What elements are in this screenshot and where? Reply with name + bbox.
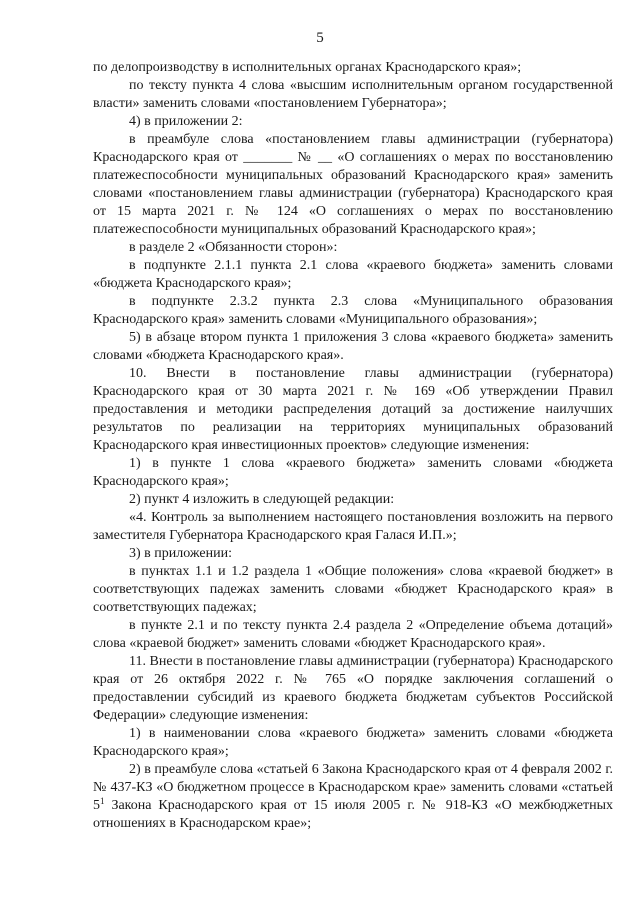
paragraph: 5) в абзаце втором пункта 1 приложения 3 слова «краевого бюджета» заменить словами «бюджета Краснодарского края». xyxy=(93,330,613,363)
paragraph-text: Закона Краснодарского края от 15 июля 2005 г. № 918-КЗ «О межбюджетных отношениях в Краснодарском крае»; xyxy=(93,798,613,831)
paragraph: 4) в приложении 2: xyxy=(129,114,243,129)
page-number: 5 xyxy=(316,30,324,46)
paragraph: 1) в пункте 1 слова «краевого бюджета» заменить словами «бюджета Краснодарского края»; xyxy=(93,456,613,489)
paragraph: по тексту пункта 4 слова «высшим исполнительным органом государственной власти» заменить словами «постановлением Губернатора»; xyxy=(93,78,613,111)
paragraph: 11. Внести в постановление главы администрации (губернатора) Краснодарского края от 26 октября 2022 г. № 765 «О порядке заключения соглашений о предоставлении субсидий из краевого бюджета бюджетам субъектов Российской Федерации» следующие изменения: xyxy=(93,654,613,723)
paragraph: 10. Внести в постановление главы администрации (губернатора) Краснодарского края от 30 марта 2021 г. № 169 «Об утверждении Правил предоставления и методики распределения дотаций за достижение наилучших результатов по реализации на территориях муниципальных образований Краснодарского края инвестиционных проектов» следующие изменения: xyxy=(93,366,613,453)
document-body xyxy=(93,59,613,833)
superscript: 1 xyxy=(100,796,105,806)
paragraph: в разделе 2 «Обязанности сторон»: xyxy=(129,240,338,255)
paragraph xyxy=(93,761,613,833)
paragraph: по делопроизводству в исполнительных органах Краснодарского края»; xyxy=(93,60,522,75)
paragraph: в пункте 2.1 и по тексту пункта 2.4 раздела 2 «Определение объема дотаций» слова «краевой бюджет» заменить словами «бюджет Краснодарского края». xyxy=(93,618,613,651)
paragraph-text: 2) в преамбуле слова «статьей 6 Закона Краснодарского края от 4 февраля 2002 г. № 437-КЗ «О бюджетном процессе в Краснодарском крае» заменить словами «статьей 5 xyxy=(93,762,613,813)
paragraph: в подпункте 2.1.1 пункта 2.1 слова «краевого бюджета» заменить словами «бюджета Краснодарского края»; xyxy=(93,258,613,291)
paragraph: 3) в приложении: xyxy=(129,546,232,561)
paragraph: 1) в наименовании слова «краевого бюджета» заменить словами «бюджета Краснодарского края»; xyxy=(93,726,613,759)
paragraph: 2) пункт 4 изложить в следующей редакции: xyxy=(129,492,395,507)
paragraph: в пунктах 1.1 и 1.2 раздела 1 «Общие положения» слова «краевой бюджет» в соответствующих падежах заменить словами «бюджет Краснодарского края» в соответствующих падежах; xyxy=(93,564,613,615)
paragraph: в подпункте 2.3.2 пункта 2.3 слова «Муниципального образования Краснодарского края» заменить словами «Муниципального образования»; xyxy=(93,294,613,327)
paragraph: в преамбуле слова «постановлением главы администрации (губернатора) Краснодарского края от _______ № __ «О соглашениях о мерах по восстановлению платежеспособности муниципальных образований Краснодарского края» заменить словами «постановлением главы администрации (губернатора) Краснодарского края от 15 марта 2021 г. № 124 «О соглашениях о мерах по восстановлению платежеспособности муниципальных образований Краснодарского края»; xyxy=(93,132,613,237)
paragraph: «4. Контроль за выполнением настоящего постановления возложить на первого заместителя Губернатора Краснодарского края Галася И.П.»; xyxy=(93,510,613,543)
